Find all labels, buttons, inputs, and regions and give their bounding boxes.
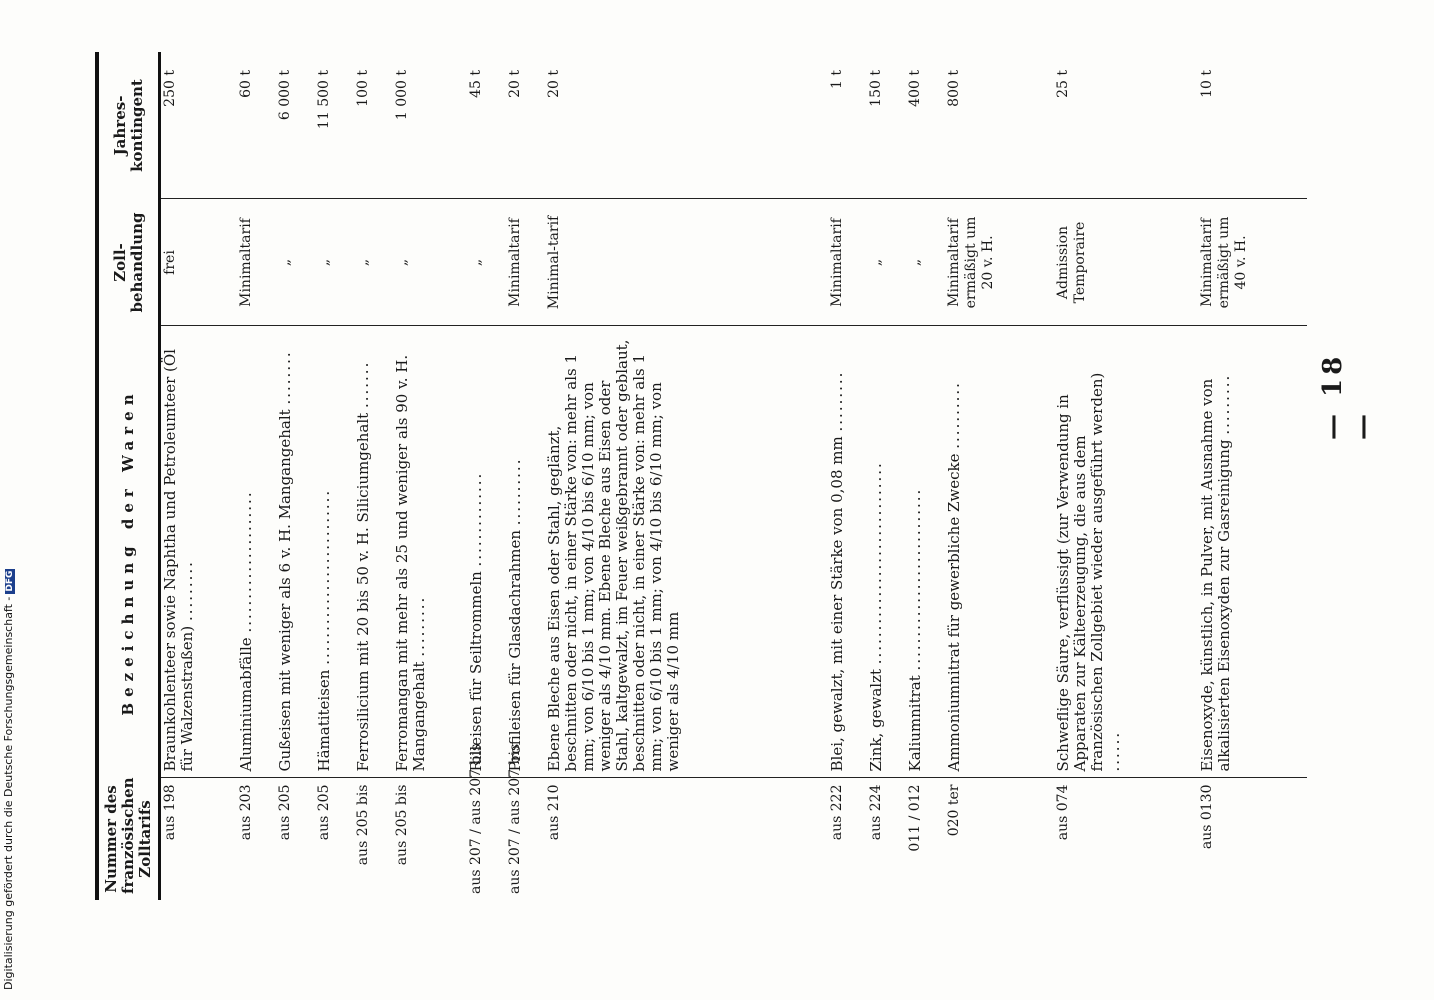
tariff-number: aus 224 <box>868 784 885 841</box>
goods-description: Schweflige Säure, verflüssigt (zur Verwendung in Apparaten zur Kälteerzeugung, die aus dem französischen Zollgebiet wieder ausgeführt werden) ...... <box>1054 326 1198 778</box>
customs-treatment: „ <box>393 199 467 326</box>
goods-description: Kaliumnitrat ........................... <box>906 326 945 778</box>
annual-quota: 60 t <box>237 70 254 98</box>
table-row <box>467 52 506 900</box>
customs-treatment: „ <box>315 199 354 326</box>
table-row <box>828 52 867 900</box>
table-row <box>545 52 829 900</box>
tariff-number: 011 / 012 <box>907 784 924 852</box>
annual-quota: 1 000 t <box>393 70 410 121</box>
tariff-number: aus 205 bis <box>393 784 410 866</box>
tariff-number: aus 203 <box>237 784 254 841</box>
annual-quota: 6 000 t <box>276 70 293 121</box>
table-row <box>160 52 237 900</box>
goods-description: Aluminiumabfälle ..................... <box>237 326 276 778</box>
dfg-logo: DFG <box>5 570 15 592</box>
table-row <box>867 52 906 900</box>
goods-description: Hämatiteisen .......................... <box>315 326 354 778</box>
goods-description: Blei, gewalzt, mit einer Stärke von 0,08 mm ......... <box>828 326 867 778</box>
tariff-number: aus 222 <box>829 784 846 841</box>
page-number: — 18 — <box>1318 352 1378 440</box>
customs-treatment: Minimal-tarif <box>545 199 829 326</box>
annual-quota: 400 t <box>907 70 924 107</box>
tariff-number: aus 210 <box>545 784 562 841</box>
tariff-number: aus 198 <box>162 784 178 841</box>
annual-quota: 800 t <box>946 70 963 107</box>
header-number: Nummer des französischen Zolltarifs <box>97 778 160 900</box>
goods-description: Zink, gewalzt .............................. <box>867 326 906 778</box>
goods-description: Ebene Bleche aus Eisen oder Stahl, geglänzt, beschnitten oder nicht, in einer Stärke von: mehr als 1 mm; von 6/10 bis 1 mm; von 4/10 bis 6/10 mm; von weniger als 4/10 mm. Ebene Bleche aus Eisen oder Stahl, kaltgewalzt, im Feuer weißgebrannt oder geblaut, beschnitten oder nicht, in einer Stärke von: mehr als 1 mm; von 6/10 bis 1 mm; von 4/10 bis 6/10 mm; von weniger als 4/10 mm <box>545 326 829 778</box>
credit-text: Digitalisierung gefördert durch die Deutsche Forschungsgemeinschaft - <box>2 596 15 990</box>
digitization-credit <box>2 569 15 990</box>
table-row <box>276 52 315 900</box>
customs-treatment: Admission Temporaire <box>1054 199 1198 326</box>
tariff-number: aus 207 / aus 207 bis <box>506 743 523 894</box>
tariff-number: aus 205 <box>315 784 332 841</box>
table-row <box>945 52 1054 900</box>
goods-description: Braunkohlenteer sowie Naphtha und Petroleumteer (Öl für Walzenstraßen) ......... <box>160 326 237 778</box>
annual-quota: 100 t <box>354 70 371 107</box>
customs-treatment: Minimaltarif <box>237 199 276 326</box>
customs-treatment: frei <box>160 199 237 326</box>
customs-treatment: Minimaltarif <box>828 199 867 326</box>
goods-description: Rilleisen für Seiltrommeln .............. <box>467 326 506 778</box>
annual-quota: 250 t <box>162 70 178 107</box>
annual-quota: 10 t <box>1199 70 1216 98</box>
goods-description: Ferromangan mit mehr als 25 und weniger als 90 v. H. Mangangehalt ......... <box>393 326 467 778</box>
goods-description: Gußeisen mit weniger als 6 v. H. Mangangehalt ........ <box>276 326 315 778</box>
annual-quota: 45 t <box>467 70 484 98</box>
annual-quota: 25 t <box>1055 70 1072 98</box>
annual-quota: 11 500 t <box>315 70 332 130</box>
goods-description: Ferrosilicium mit 20 bis 50 v. H. Siliciumgehalt ....... <box>354 326 393 778</box>
customs-treatment: „ <box>276 199 315 326</box>
tariff-number: aus 207 / aus 207 bis <box>467 743 484 894</box>
header-treatment: Zoll-behandlung <box>97 199 160 326</box>
tariff-number: 020 ter <box>946 784 963 837</box>
goods-description: Profileisen für Glasdachrahmen .......... <box>506 326 545 778</box>
table-row <box>1054 52 1198 900</box>
tariff-number: aus 074 <box>1055 784 1072 841</box>
annual-quota: 20 t <box>506 70 523 98</box>
header-quota: Jahres-kontingent <box>97 52 160 199</box>
annual-quota: 150 t <box>868 70 885 107</box>
customs-treatment: „ <box>467 199 506 326</box>
goods-description: Ammoniumnitrat für gewerbliche Zwecke .......... <box>945 326 1054 778</box>
customs-treatment: Minimaltarif <box>506 199 545 326</box>
table-row <box>393 52 467 900</box>
table-row <box>354 52 393 900</box>
header-description: Bezeichnung der Waren <box>97 326 160 778</box>
tariff-number: aus 205 bis <box>354 784 371 866</box>
annual-quota: 20 t <box>545 70 562 98</box>
goods-description: Eisenoxyde, künstlich, in Pulver, mit Ausnahme von alkalisierten Eisenoxyden zur Gasreinigung ......... <box>1198 326 1307 778</box>
annual-quota: 1 t <box>829 70 846 89</box>
table-row <box>906 52 945 900</box>
table-row <box>506 52 545 900</box>
customs-treatment: Minimaltarif ermäßigt um 40 v. H. <box>1198 199 1307 326</box>
customs-treatment: „ <box>906 199 945 326</box>
tariff-number: aus 0130 <box>1199 784 1216 850</box>
customs-treatment: „ <box>354 199 393 326</box>
customs-treatment: Minimaltarif ermäßigt um 20 v. H. <box>945 199 1054 326</box>
tariff-table <box>95 52 1307 900</box>
rotated-page <box>95 70 1307 900</box>
customs-treatment: „ <box>867 199 906 326</box>
table-row <box>315 52 354 900</box>
table-row <box>1198 52 1307 900</box>
tariff-number: aus 205 <box>276 784 293 841</box>
table-row <box>237 52 276 900</box>
